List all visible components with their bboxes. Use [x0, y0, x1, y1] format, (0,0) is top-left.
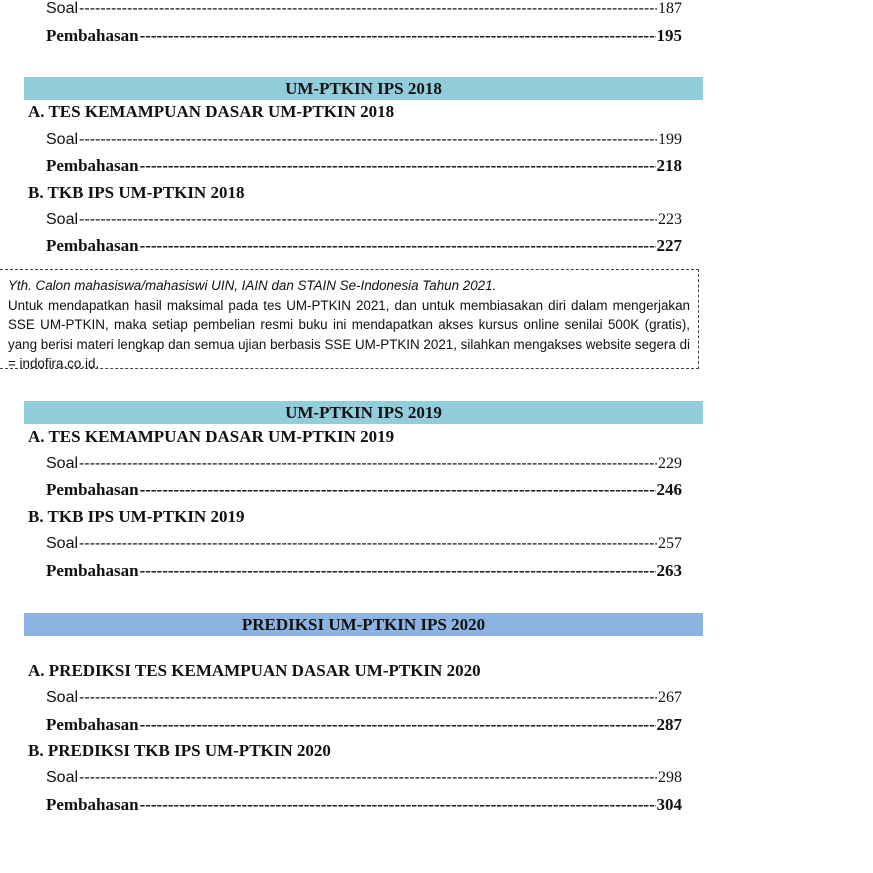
section-header-2019: UM-PTKIN IPS 2019 [24, 401, 703, 424]
dot-leader [79, 0, 657, 20]
dot-leader [79, 533, 657, 555]
toc-label: Soal [46, 769, 79, 786]
toc-label: Pembahasan [46, 480, 139, 499]
toc-label: Soal [46, 455, 79, 472]
toc-label: Pembahasan [46, 795, 139, 814]
dot-leader [140, 714, 656, 736]
notice-body: Untuk mendapatkan hasil maksimal pada tes UM-PTKIN 2021, dan untuk membiasakan diri dalam mengerjakan SSE UM-PTKIN, maka setiap pembelian resmi buku ini mendapatkan akses kursus online senilai 500K (gratis), yang berisi materi lengkap dan semua ujian berbasis SSE UM-PTKIN 2021, silahkan mengakses website segera di = indofira.co.id. [8, 297, 690, 371]
subsection-heading: B. TKB IPS UM-PTKIN 2018 [28, 183, 245, 202]
toc-page-number: 287 [656, 715, 682, 734]
toc-line-soal[interactable] [46, 767, 682, 789]
toc-line-soal[interactable] [46, 453, 682, 475]
dot-leader [79, 687, 657, 709]
section-header-2018: UM-PTKIN IPS 2018 [24, 77, 703, 100]
dot-leader [140, 155, 656, 177]
subsection-heading: A. TES KEMAMPUAN DASAR UM-PTKIN 2018 [28, 102, 395, 121]
toc-line-pembahasan[interactable] [46, 479, 682, 501]
toc-label: Soal [46, 0, 79, 17]
dot-leader [79, 209, 657, 231]
toc-line-pembahasan[interactable] [46, 560, 682, 582]
toc-line-pembahasan[interactable] [46, 155, 682, 177]
toc-page-number: 229 [658, 455, 682, 472]
toc-page-number: 257 [658, 535, 682, 552]
notice-greeting: Yth. Calon mahasiswa/mahasiswi UIN, IAIN dan STAIN Se-Indonesia Tahun 2021. [8, 278, 497, 293]
toc-label: Soal [46, 131, 79, 148]
dot-leader [140, 794, 656, 816]
subsection-heading: B. PREDIKSI TKB IPS UM-PTKIN 2020 [28, 741, 331, 760]
dot-leader [79, 767, 657, 789]
toc-label: Soal [46, 689, 79, 706]
toc-page-number: 187 [658, 0, 682, 17]
subsection-heading: A. TES KEMAMPUAN DASAR UM-PTKIN 2019 [28, 427, 395, 446]
dot-leader [140, 560, 656, 582]
toc-label: Pembahasan [46, 26, 139, 45]
dot-leader [79, 129, 657, 151]
toc-label: Pembahasan [46, 715, 139, 734]
toc-page-number: 227 [656, 236, 682, 255]
toc-line-soal[interactable] [46, 687, 682, 709]
toc-page-number: 195 [656, 26, 682, 45]
dot-leader [140, 25, 656, 47]
toc-label: Pembahasan [46, 236, 139, 255]
dot-leader [79, 453, 657, 475]
dot-leader [140, 479, 656, 501]
toc-line-soal[interactable] [46, 129, 682, 151]
toc-page-number: 298 [658, 769, 682, 786]
toc-page-number: 199 [658, 131, 682, 148]
toc-page-number: 246 [656, 480, 682, 499]
toc-page-number: 304 [656, 795, 682, 814]
promo-notice-box [0, 269, 699, 369]
subsection-heading: A. PREDIKSI TES KEMAMPUAN DASAR UM-PTKIN 2020 [28, 661, 481, 680]
toc-line-pembahasan[interactable] [46, 235, 682, 257]
dot-leader [140, 235, 656, 257]
toc-line-soal[interactable] [46, 209, 682, 231]
toc-label: Pembahasan [46, 561, 139, 580]
toc-line-soal[interactable] [46, 0, 682, 20]
toc-label: Pembahasan [46, 156, 139, 175]
toc-page-number: 223 [658, 211, 682, 228]
section-header-2020: PREDIKSI UM-PTKIN IPS 2020 [24, 613, 703, 636]
toc-line-pembahasan[interactable] [46, 714, 682, 736]
toc-line-pembahasan[interactable] [46, 25, 682, 47]
toc-line-pembahasan[interactable] [46, 794, 682, 816]
toc-label: Soal [46, 535, 79, 552]
toc-label: Soal [46, 211, 79, 228]
subsection-heading: B. TKB IPS UM-PTKIN 2019 [28, 507, 245, 526]
toc-line-soal[interactable] [46, 533, 682, 555]
toc-page-number: 263 [656, 561, 682, 580]
toc-page-number: 218 [656, 156, 682, 175]
toc-page-number: 267 [658, 689, 682, 706]
